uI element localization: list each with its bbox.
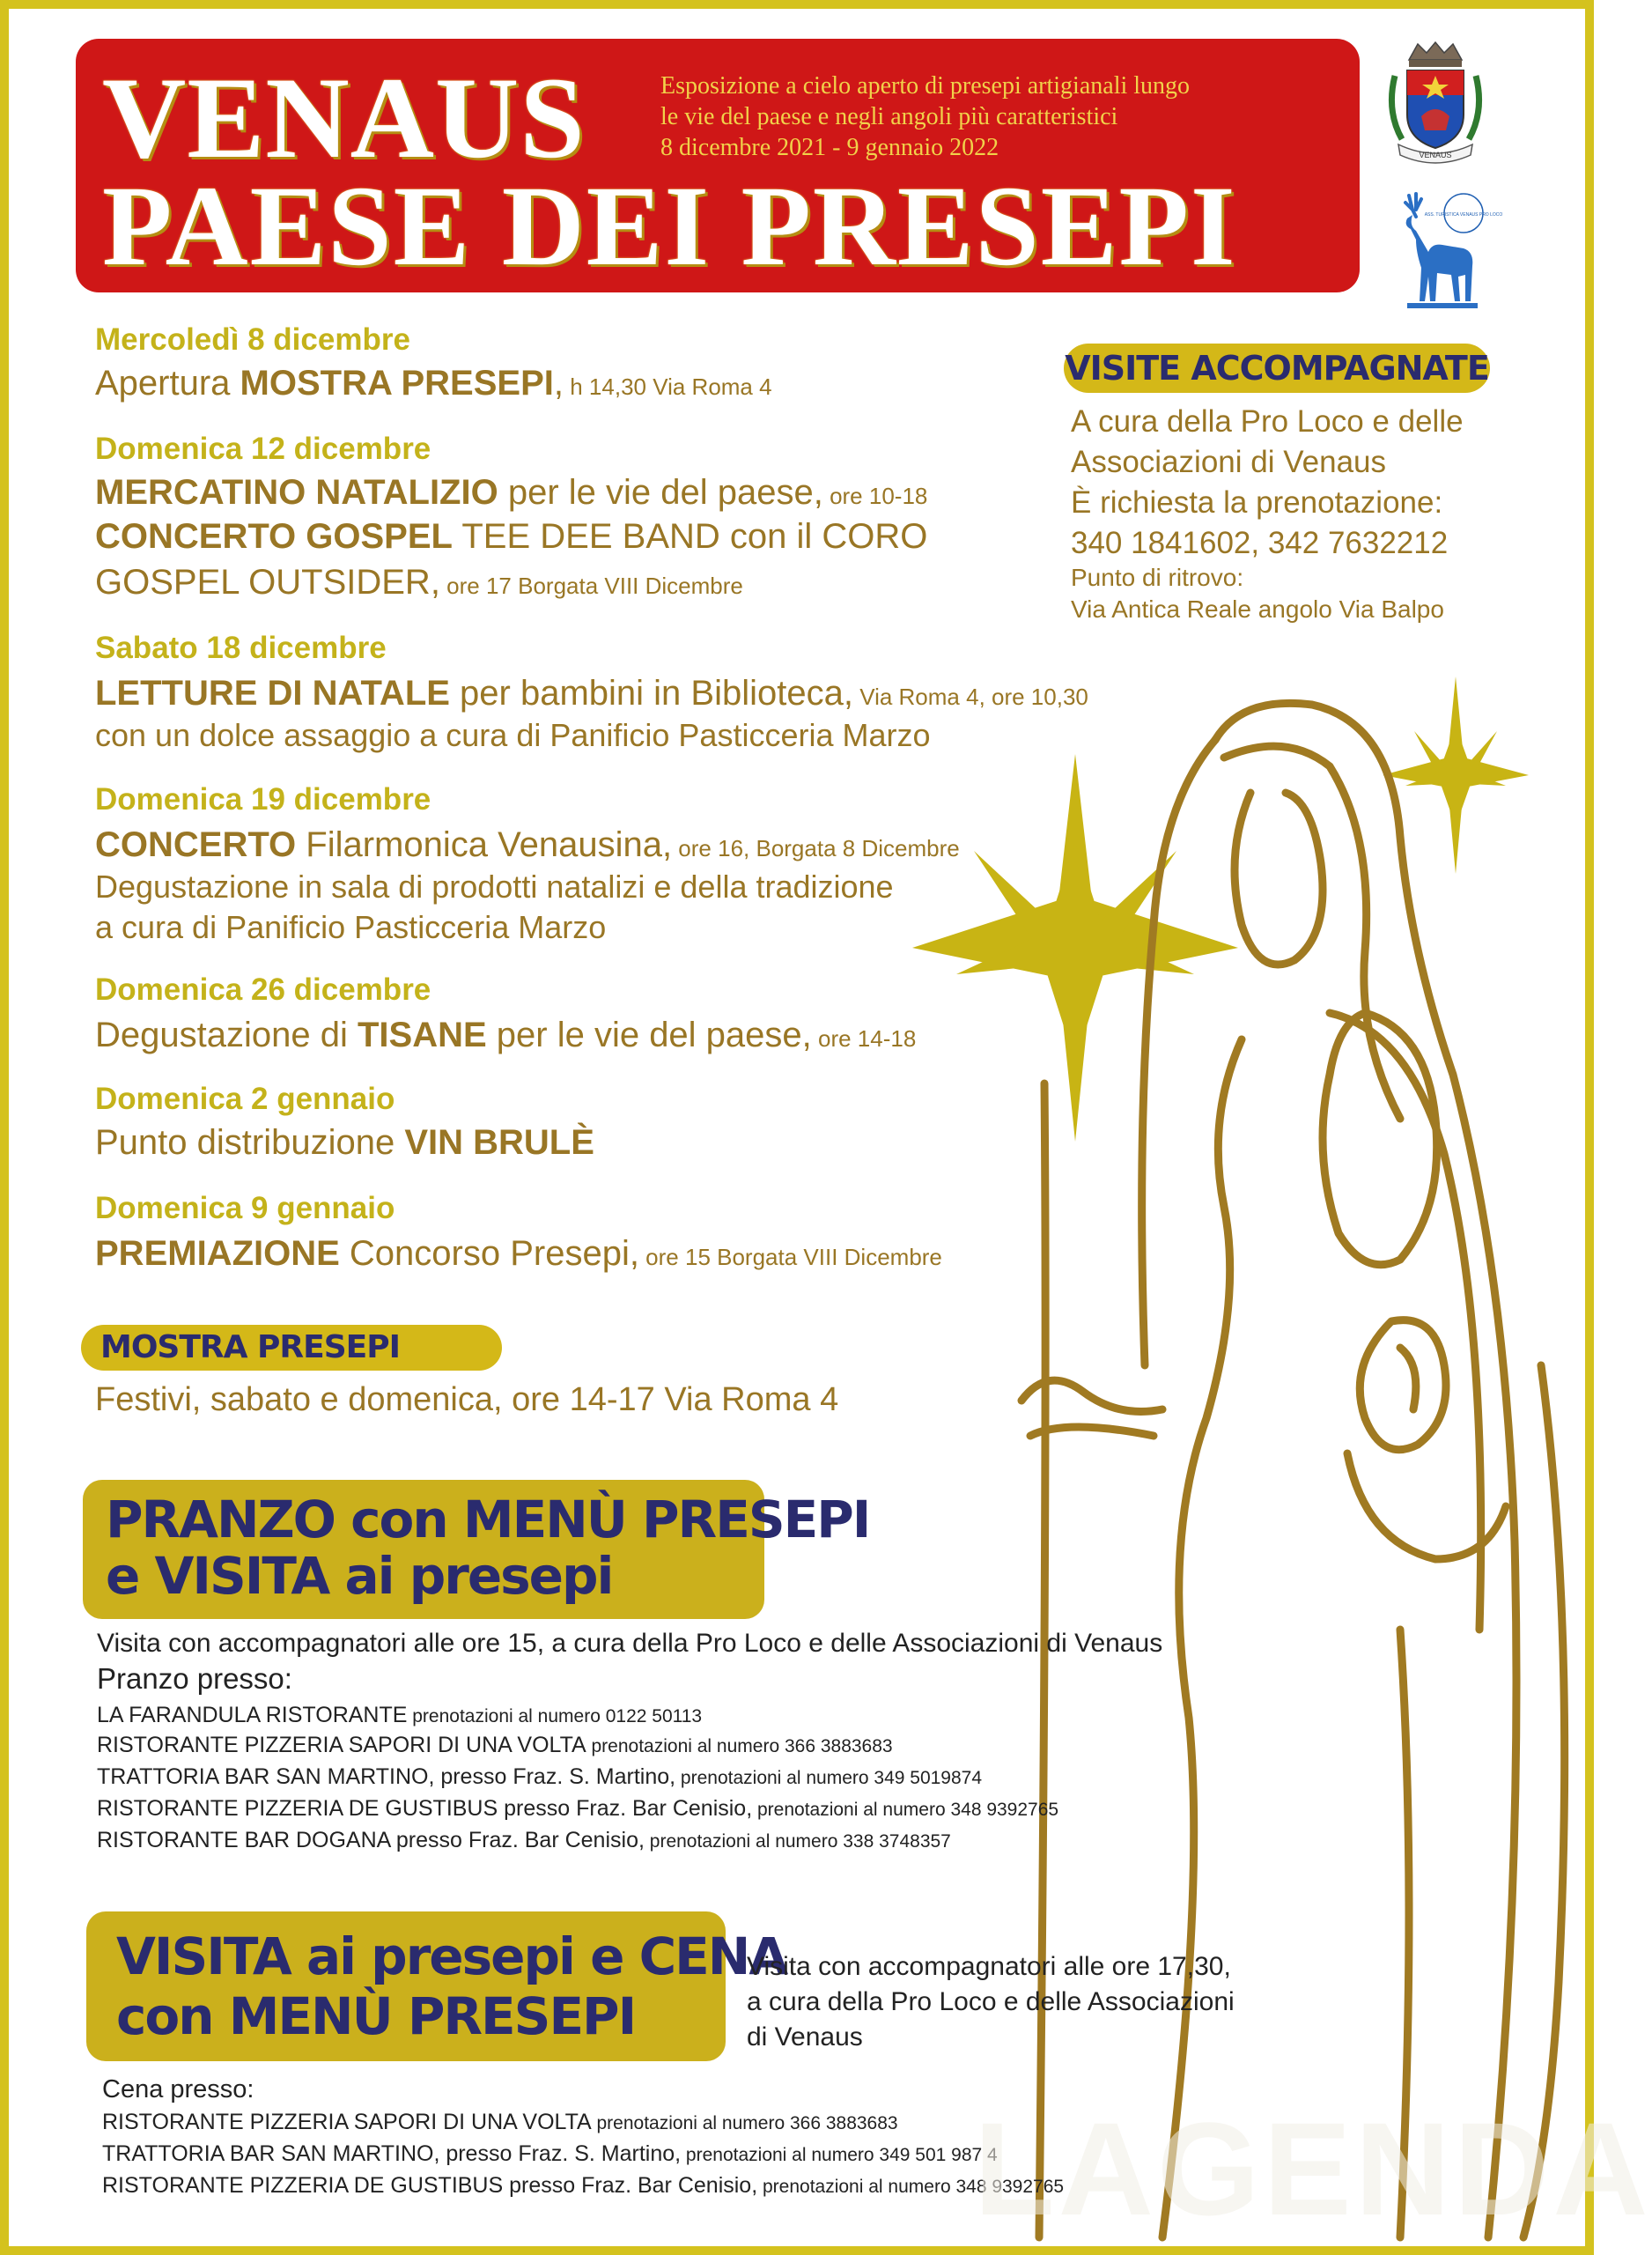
event-line: PREMIAZIONE Concorso Presepi, ore 15 Borgata VIII Dicembre [95, 1234, 942, 1273]
pranzo-presso: Pranzo presso: [97, 1662, 292, 1695]
event-day: Domenica 12 dicembre [95, 432, 431, 466]
visite-accompagnate-heading: VISITE ACCOMPAGNATE [1064, 344, 1490, 393]
star-icon [912, 754, 1238, 1142]
event-line: CONCERTO Filarmonica Venausina, ore 16, Borgata 8 Dicembre [95, 825, 960, 864]
event-line: GOSPEL OUTSIDER, ore 17 Borgata VIII Dicembre [95, 563, 743, 602]
restaurant-item: LA FARANDULA RISTORANTE prenotazioni al numero 0122 50113 [97, 1703, 703, 1727]
cena-intro: Visita con accompagnatori alle ore 17,30, [747, 1952, 1231, 1981]
event-day: Domenica 19 dicembre [95, 782, 431, 817]
title-paese-dei-presepi: PAESE DEI PRESEPI [102, 163, 1237, 290]
visite-meeting-point: Via Antica Reale angolo Via Balpo [1071, 595, 1444, 623]
restaurant-item: RISTORANTE PIZZERIA SAPORI DI UNA VOLTA prenotazioni al numero 366 3883683 [97, 1733, 893, 1757]
header-banner [76, 39, 1360, 292]
restaurant-item: RISTORANTE PIZZERIA DE GUSTIBUS presso Fraz. Bar Cenisio, prenotazioni al numero 348 9392765 [102, 2173, 1065, 2198]
pranzo-heading-box [83, 1480, 870, 1619]
event-line: Degustazione di TISANE per le vie del paese, ore 14-18 [95, 1016, 917, 1054]
event-line: Degustazione in sala di prodotti natalizi e della tradizione [95, 869, 894, 905]
mostra-presepi-heading: MOSTRA PRESEPI [81, 1325, 502, 1371]
event-line: CONCERTO GOSPEL TEE DEE BAND con il CORO [95, 517, 928, 556]
crest-ribbon-text: VENAUS [1419, 151, 1452, 159]
visite-text: Associazioni di Venaus [1071, 445, 1386, 479]
event-line: Apertura MOSTRA PRESEPI, h 14,30 Via Roma 4 [95, 364, 772, 403]
event-day: Domenica 2 gennaio [95, 1082, 395, 1116]
event-line: LETTURE DI NATALE per bambini in Biblioteca, Via Roma 4, ore 10,30 [95, 674, 1088, 713]
visite-phones: 340 1841602, 342 7632212 [1071, 526, 1449, 560]
cena-intro: a cura della Pro Loco e delle Associazioni [747, 1987, 1235, 2016]
restaurant-item: TRATTORIA BAR SAN MARTINO, presso Fraz. S. Martino, prenotazioni al numero 349 5019874 [97, 1764, 983, 1789]
event-line: MERCATINO NATALIZIO per le vie del paese, ore 10-18 [95, 473, 928, 512]
pranzo-title: e VISITA ai presepi [106, 1546, 613, 1606]
event-day: Domenica 26 dicembre [95, 972, 431, 1007]
cena-title: VISITA ai presepi e CENA [116, 1926, 787, 1986]
header-dates: 8 dicembre 2021 - 9 gennaio 2022 [660, 134, 999, 161]
proloco-logo-text: ASS. TURISTICA VENAUS PRO LOCO [1424, 212, 1503, 218]
star-icon [1383, 676, 1529, 874]
event-line: Punto distribuzione VIN BRULÈ [95, 1123, 594, 1162]
restaurant-item: RISTORANTE BAR DOGANA presso Fraz. Bar Cenisio, prenotazioni al numero 338 3748357 [97, 1828, 951, 1852]
pranzo-intro: Visita con accompagnatori alle ore 15, a cura della Pro Loco e delle Associazioni di Venaus [97, 1629, 1163, 1658]
cena-presso: Cena presso: [102, 2075, 254, 2103]
title-venaus: VENAUS [102, 53, 586, 182]
event-line: con un dolce assaggio a cura di Panificio Pasticceria Marzo [95, 717, 931, 753]
event-line: a cura di Panificio Pasticceria Marzo [95, 909, 607, 945]
mostra-presepi-hours: Festivi, sabato e domenica, ore 14-17 Via Roma 4 [95, 1381, 839, 1418]
visite-text: A cura della Pro Loco e delle [1071, 404, 1464, 439]
pranzo-title: PRANZO con MENÙ PRESEPI [106, 1490, 870, 1549]
header-desc-line: le vie del paese e negli angoli più caratteristici [660, 103, 1118, 130]
visite-text: Punto di ritrovo: [1071, 564, 1244, 591]
event-day: Mercoledì 8 dicembre [95, 322, 410, 357]
watermark: LAGENDA [974, 2095, 1652, 2243]
event-day: Domenica 9 gennaio [95, 1191, 395, 1225]
restaurant-item: TRATTORIA BAR SAN MARTINO, presso Fraz. S. Martino, prenotazioni al numero 349 501 987 4 [102, 2141, 998, 2166]
visite-text: È richiesta la prenotazione: [1071, 485, 1443, 520]
cena-intro: di Venaus [747, 2022, 863, 2052]
cena-title: con MENÙ PRESEPI [116, 1986, 636, 2046]
proloco-deer-icon [1390, 190, 1503, 310]
header-description [660, 70, 1339, 163]
venaus-crest-icon [1383, 41, 1488, 173]
header-desc-line: Esposizione a cielo aperto di presepi artigianali lungo [660, 72, 1191, 100]
restaurant-item: RISTORANTE PIZZERIA SAPORI DI UNA VOLTA prenotazioni al numero 366 3883683 [102, 2110, 898, 2134]
restaurant-item: RISTORANTE PIZZERIA DE GUSTIBUS presso Fraz. Bar Cenisio, prenotazioni al numero 348 9392765 [97, 1796, 1059, 1821]
event-day: Sabato 18 dicembre [95, 631, 387, 665]
cena-heading-box [86, 1911, 787, 2061]
